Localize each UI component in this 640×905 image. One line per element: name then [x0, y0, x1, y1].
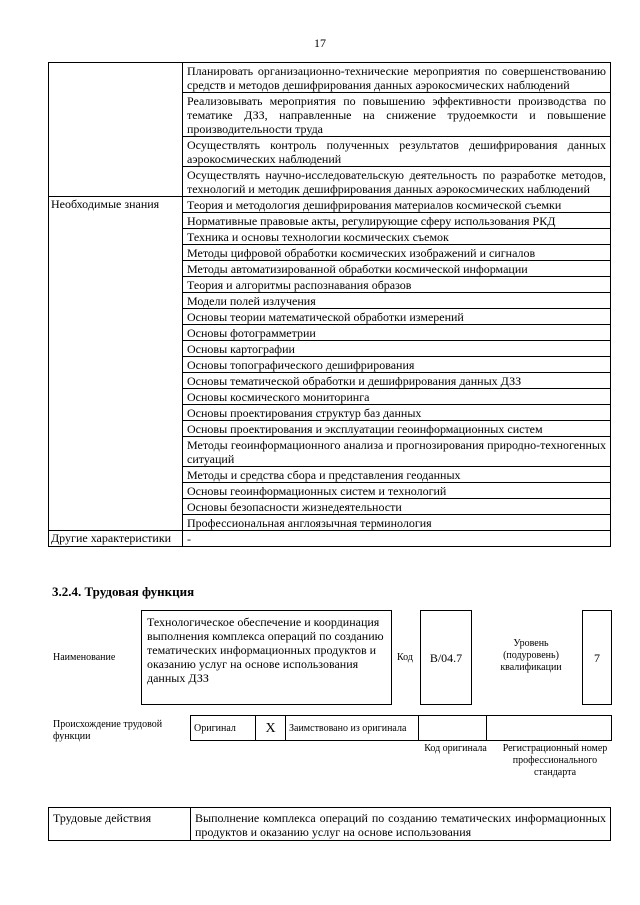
requirement-item: Модели полей излучения	[183, 293, 611, 309]
requirement-item: Нормативные правовые акты, регулирующие сферу использования РКД	[183, 213, 611, 229]
registration-number-caption: Регистрационный номер профессионального стандарта	[502, 743, 608, 778]
requirement-item: Основы космического мониторинга	[183, 389, 611, 405]
borrowed-label: Заимствовано из оригинала	[286, 716, 419, 741]
requirement-item: Реализовывать мероприятия по повышению эффективности производства по тематике ДЗЗ, направленные на снижение трудоемкости и повышение производительности труда	[183, 93, 611, 137]
requirement-item: Основы тематической обработки и дешифрирования данных ДЗЗ	[183, 373, 611, 389]
requirement-row	[49, 63, 611, 93]
requirement-item: Теория и алгоритмы распознавания образов	[183, 277, 611, 293]
requirement-item: Осуществлять контроль полученных результатов дешифрирования данных аэрокосмических наблюдений	[183, 137, 611, 167]
requirements-table-body	[49, 63, 611, 547]
code-label: Код	[397, 652, 413, 663]
requirement-item: Методы автоматизированной обработки космической информации	[183, 261, 611, 277]
requirement-item: Методы и средства сбора и представления геоданных	[183, 467, 611, 483]
page-number: 17	[314, 36, 326, 50]
requirement-item: Осуществлять научно-исследовательскую деятельность по разработке методов, технологий и методик дешифрирования данных аэрокосмических наблюдений	[183, 167, 611, 197]
requirement-item: Методы геоинформационного анализа и прогнозирования природно-техногенных ситуаций	[183, 437, 611, 467]
origin-table	[190, 715, 612, 741]
requirement-item: -	[183, 531, 611, 547]
requirements-table	[48, 62, 611, 547]
requirement-item: Планировать организационно-технические мероприятия по совершенствованию средств и методов дешифрирования данных аэрокосмических наблюдений	[183, 63, 611, 93]
origin-code-cell	[419, 716, 487, 741]
original-mark: X	[256, 716, 286, 741]
requirement-item: Основы проектирования структур баз данных	[183, 405, 611, 421]
qualification-level-label: Уровень (подуровень) квалификации	[500, 638, 562, 673]
code-value-box: B/04.7	[420, 610, 472, 705]
requirement-category: Другие характеристики	[49, 531, 183, 547]
requirement-item: Основы безопасности жизнедеятельности	[183, 499, 611, 515]
origin-label: Происхождение трудовой функции	[53, 719, 163, 742]
requirement-item: Основы проектирования и эксплуатации геоинформационных систем	[183, 421, 611, 437]
labor-actions-text: Выполнение комплекса операций по созданию тематических информационных продуктов и оказанию услуг на основе использования	[191, 808, 611, 841]
original-label: Оригинал	[191, 716, 256, 741]
requirement-item: Основы теории математической обработки измерений	[183, 309, 611, 325]
function-name-box: Технологическое обеспечение и координация выполнения комплекса операций по созданию тематических информационных продуктов и оказанию услуг на основе использования данных ДЗЗ	[141, 610, 392, 705]
requirement-item: Основы геоинформационных систем и технологий	[183, 483, 611, 499]
requirement-category: Необходимые знания	[49, 197, 183, 531]
requirement-item: Основы топографического дешифрирования	[183, 357, 611, 373]
requirement-item: Теория и методология дешифрирования материалов космической съемки	[183, 197, 611, 213]
requirement-category	[49, 63, 183, 197]
requirement-row	[49, 197, 611, 213]
qualification-level-box: 7	[582, 610, 612, 705]
requirement-item: Основы картографии	[183, 341, 611, 357]
requirement-item: Методы цифровой обработки космических изображений и сигналов	[183, 245, 611, 261]
code-original-caption: Код оригинала	[424, 743, 487, 754]
requirement-item: Техника и основы технологии космических съемок	[183, 229, 611, 245]
origin-reg-cell	[487, 716, 612, 741]
labor-actions-label: Трудовые действия	[49, 808, 191, 841]
requirement-item: Основы фотограмметрии	[183, 325, 611, 341]
labor-actions-table	[48, 807, 611, 841]
requirement-item: Профессиональная англоязычная терминология	[183, 515, 611, 531]
name-label: Наименование	[53, 652, 116, 663]
requirement-row	[49, 531, 611, 547]
section-heading: 3.2.4. Трудовая функция	[52, 584, 195, 599]
